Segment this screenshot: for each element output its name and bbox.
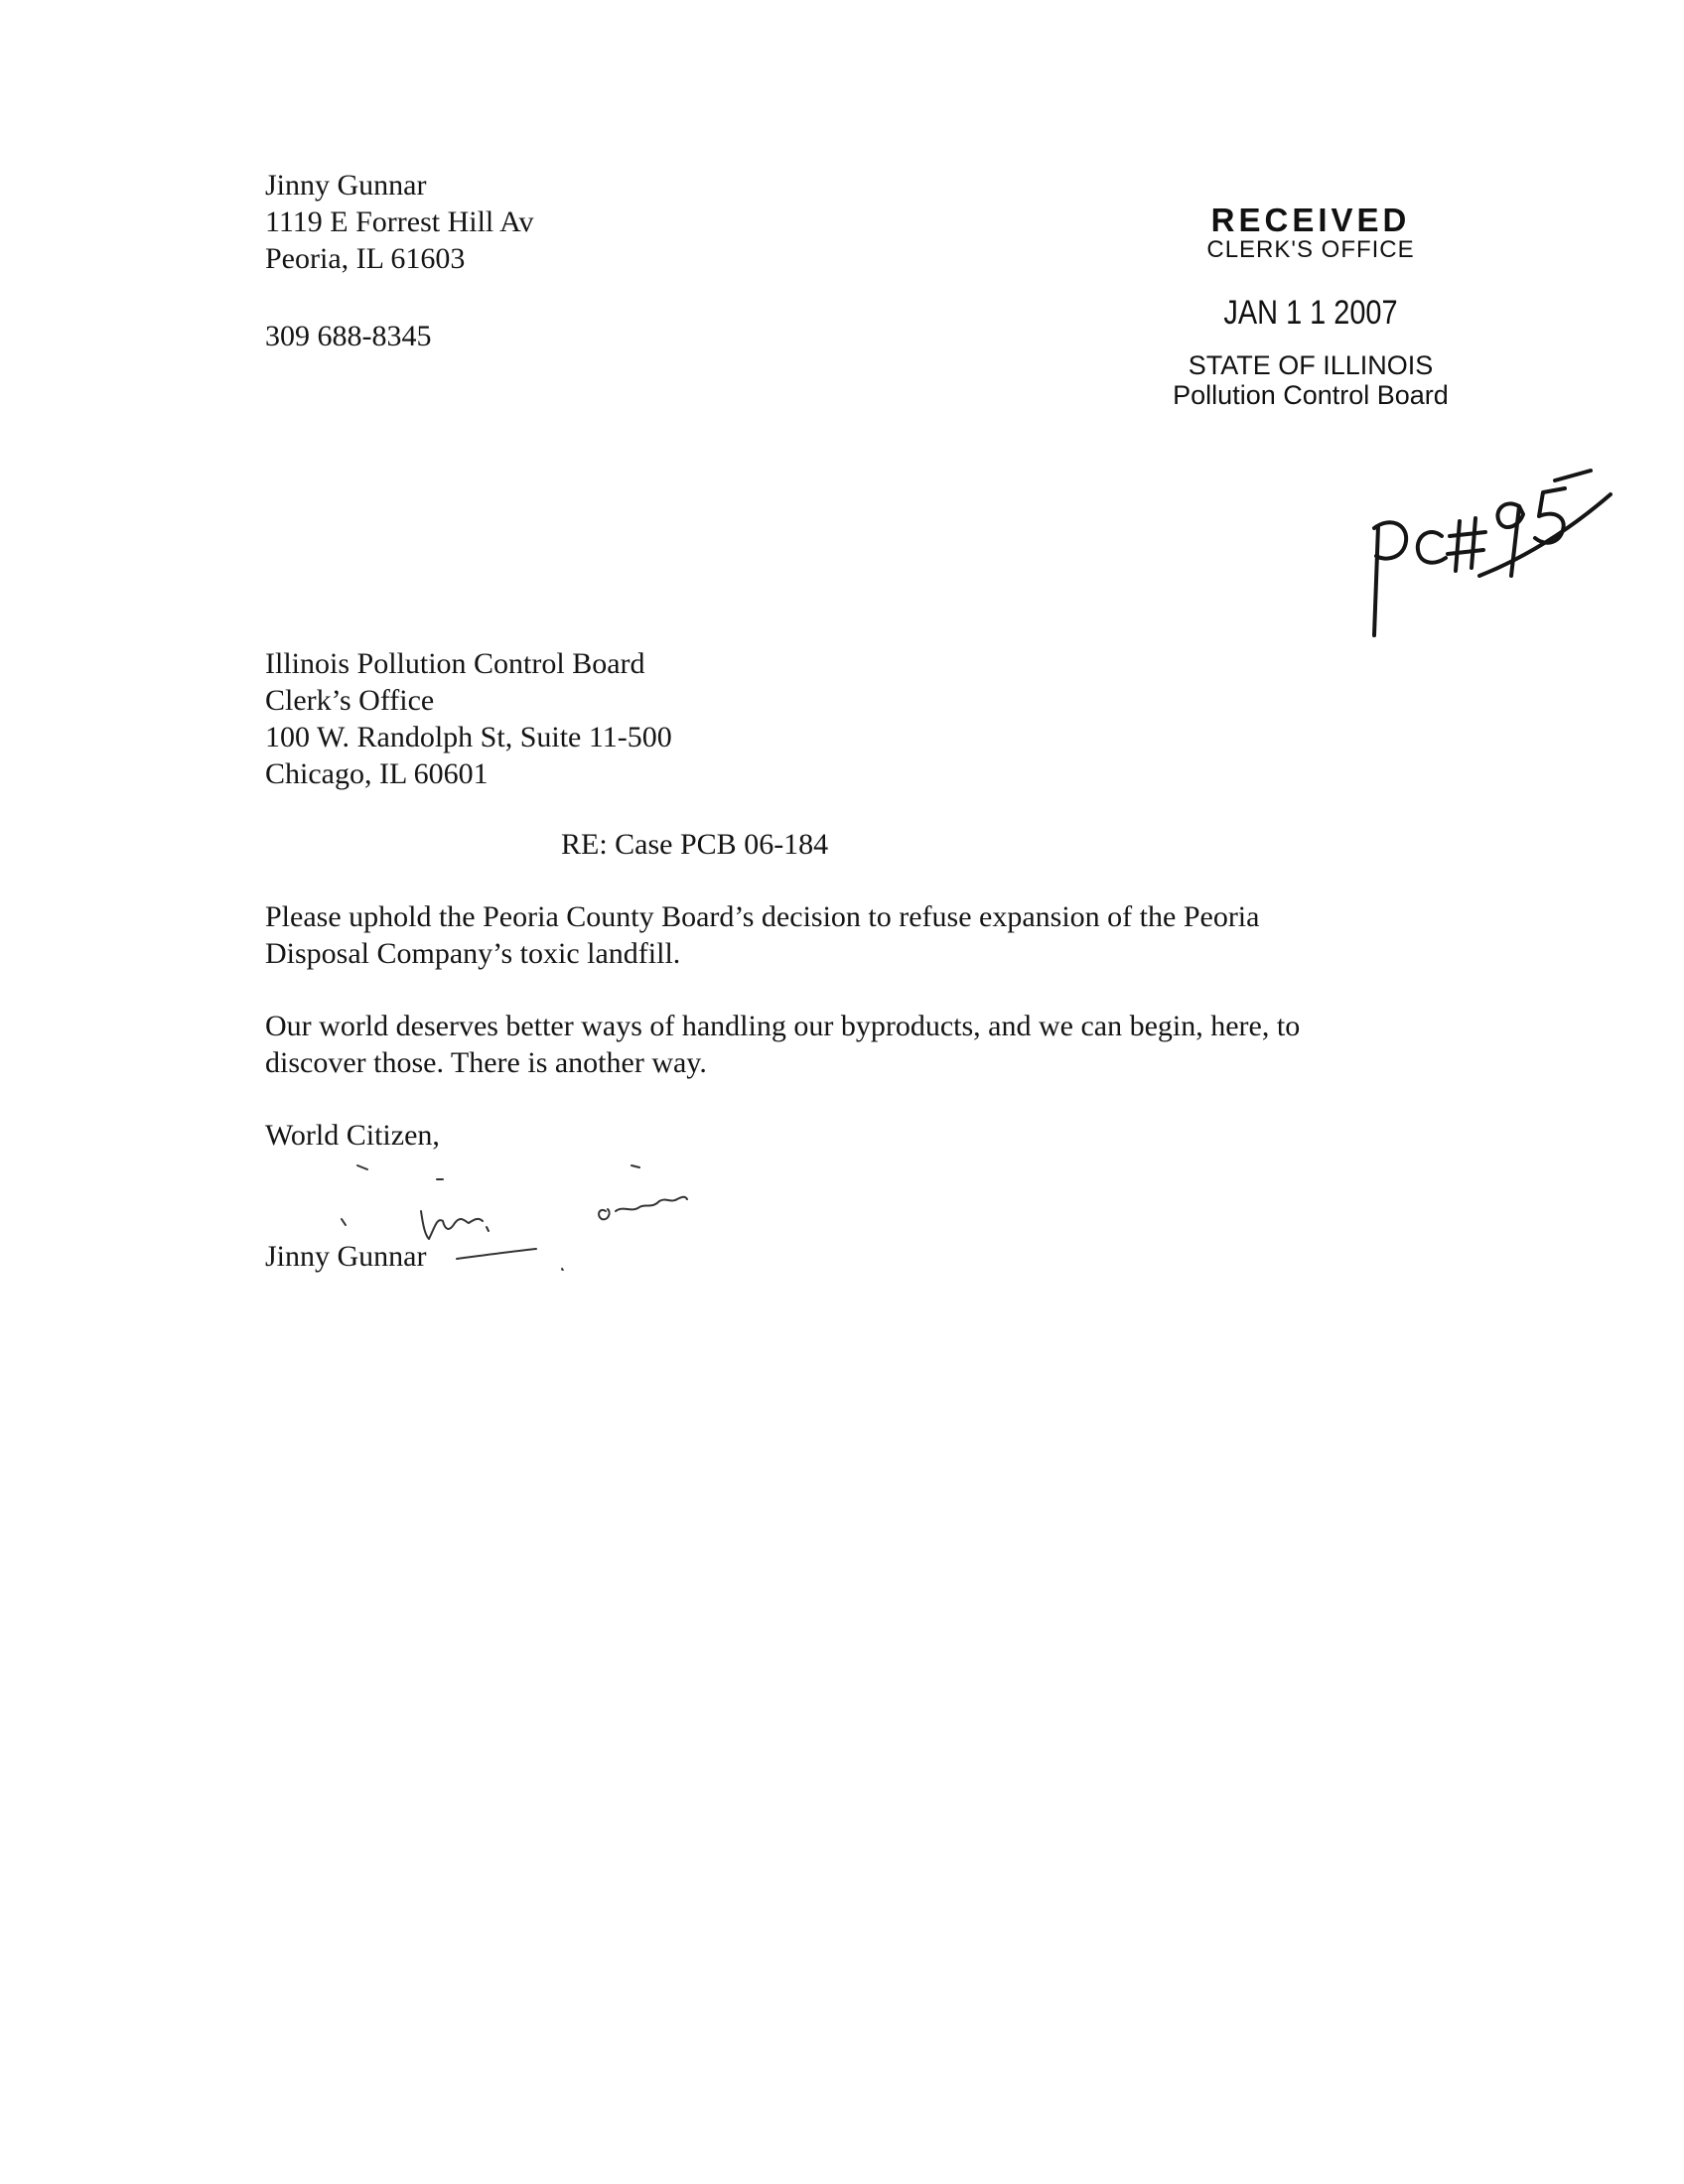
recipient-address-block xyxy=(265,645,672,792)
sender-name: Jinny Gunnar xyxy=(265,169,427,202)
stamp-office: CLERK'S OFFICE xyxy=(1206,236,1415,263)
recipient-line1: Illinois Pollution Control Board xyxy=(265,647,645,680)
subject-line: RE: Case PCB 06-184 xyxy=(561,828,829,861)
recipient-line4: Chicago, IL 60601 xyxy=(265,757,489,790)
sender-address-block xyxy=(265,167,534,277)
received-stamp xyxy=(1122,204,1499,410)
closing-salutation: World Citizen, xyxy=(265,1119,440,1152)
body-paragraph-2-line1: Our world deserves better ways of handling our byproducts, and we can begin, here, to xyxy=(265,1010,1301,1042)
handwritten-pc-number-marking xyxy=(1360,467,1618,645)
sender-address-line1: 1119 E Forrest Hill Av xyxy=(265,205,534,238)
stamp-received: RECEIVED xyxy=(1210,202,1411,238)
sender-address-line2: Peoria, IL 61603 xyxy=(265,242,466,275)
body-paragraph-1 xyxy=(265,898,1457,972)
recipient-line2: Clerk’s Office xyxy=(265,684,435,717)
body-paragraph-2-line2: discover those. There is another way. xyxy=(265,1046,707,1079)
body-paragraph-2 xyxy=(265,1008,1457,1081)
recipient-line3: 100 W. Randolph St, Suite 11-500 xyxy=(265,721,672,753)
signer-name: Jinny Gunnar xyxy=(265,1240,427,1273)
body-paragraph-1-line2: Disposal Company’s toxic landfill. xyxy=(265,937,681,970)
stamp-board: Pollution Control Board xyxy=(1173,380,1449,410)
stamp-date: JAN 1 1 2007 xyxy=(1223,294,1398,332)
body-paragraph-1-line1: Please uphold the Peoria County Board’s decision to refuse expansion of the Peoria xyxy=(265,900,1260,933)
sender-phone: 309 688-8345 xyxy=(265,320,432,352)
stamp-state: STATE OF ILLINOIS xyxy=(1188,350,1434,380)
